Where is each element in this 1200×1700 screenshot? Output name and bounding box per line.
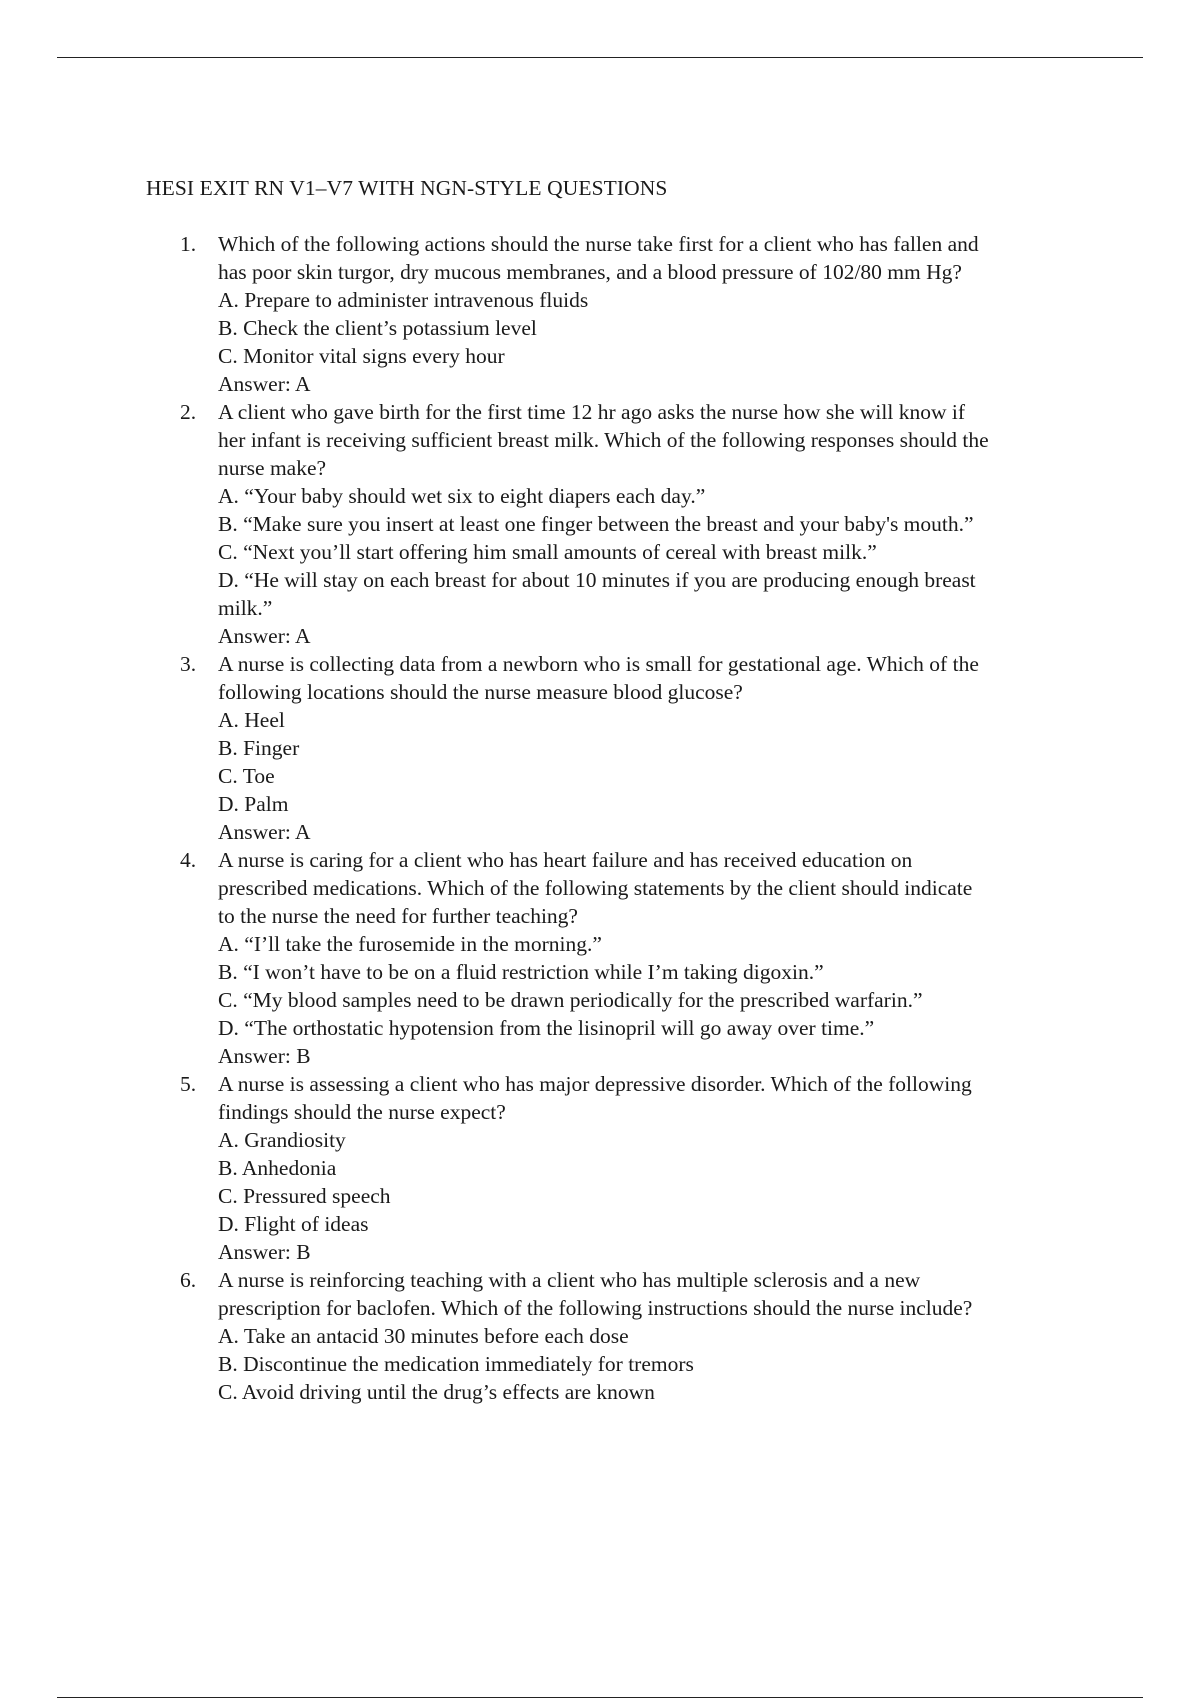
question-stem-line: to the nurse the need for further teaching? [218, 904, 578, 928]
answer-option: C. Pressured speech [218, 1184, 391, 1208]
answer-key: Answer: A [218, 372, 311, 396]
answer-option: C. Monitor vital signs every hour [218, 344, 505, 368]
answer-option: B. Discontinue the medication immediately for tremors [218, 1352, 694, 1376]
question-stem-line: Which of the following actions should the nurse take first for a client who has fallen and [218, 232, 979, 256]
answer-option: B. “Make sure you insert at least one finger between the breast and your baby's mouth.” [218, 512, 974, 536]
question-stem-line: A nurse is caring for a client who has heart failure and has received education on [218, 848, 913, 872]
answer-option: A. Take an antacid 30 minutes before each dose [218, 1324, 629, 1348]
answer-key: Answer: B [218, 1240, 311, 1264]
answer-key: Answer: B [218, 1044, 311, 1068]
answer-option: B. “I won’t have to be on a fluid restriction while I’m taking digoxin.” [218, 960, 824, 984]
answer-key: Answer: A [218, 624, 311, 648]
answer-option: D. “The orthostatic hypotension from the lisinopril will go away over time.” [218, 1016, 875, 1040]
question-stem-line: A nurse is assessing a client who has major depressive disorder. Which of the following [218, 1072, 972, 1096]
question-item [146, 230, 1096, 398]
answer-option: C. “My blood samples need to be drawn periodically for the prescribed warfarin.” [218, 988, 923, 1012]
question-stem-line: A client who gave birth for the first time 12 hr ago asks the nurse how she will know if [218, 400, 965, 424]
question-stem-line: nurse make? [218, 456, 327, 480]
answer-option: A. “Your baby should wet six to eight diapers each day.” [218, 484, 706, 508]
question-stem-line: following locations should the nurse measure blood glucose? [218, 680, 743, 704]
question-number: 5. [180, 1072, 197, 1096]
answer-option: C. “Next you’ll start offering him small amounts of cereal with breast milk.” [218, 540, 877, 564]
footer-rule [57, 1697, 1143, 1698]
question-stem-line: prescribed medications. Which of the following statements by the client should indicate [218, 876, 973, 900]
answer-option: milk.” [218, 596, 273, 620]
answer-option: C. Toe [218, 764, 275, 788]
document-title: HESI EXIT RN V1–V7 WITH NGN-STYLE QUESTIONS [146, 176, 668, 200]
question-list [146, 230, 1096, 1406]
answer-option: D. Flight of ideas [218, 1212, 369, 1236]
question-stem-line: prescription for baclofen. Which of the following instructions should the nurse include? [218, 1296, 973, 1320]
question-number: 6. [180, 1268, 197, 1292]
question-stem-line: has poor skin turgor, dry mucous membranes, and a blood pressure of 102/80 mm Hg? [218, 260, 962, 284]
answer-key: Answer: A [218, 820, 311, 844]
header-rule [57, 57, 1143, 58]
answer-option: D. Palm [218, 792, 289, 816]
answer-option: A. Grandiosity [218, 1128, 346, 1152]
question-number: 3. [180, 652, 197, 676]
question-stem-line: A nurse is collecting data from a newborn who is small for gestational age. Which of the [218, 652, 979, 676]
answer-option: A. Prepare to administer intravenous fluids [218, 288, 589, 312]
question-number: 1. [180, 232, 197, 256]
question-number: 4. [180, 848, 197, 872]
question-stem-line: her infant is receiving sufficient breast milk. Which of the following responses should the [218, 428, 989, 452]
question-item [146, 846, 1096, 1070]
question-stem-line: findings should the nurse expect? [218, 1100, 506, 1124]
question-item [146, 650, 1096, 846]
question-number: 2. [180, 400, 197, 424]
question-item [146, 398, 1096, 650]
question-stem-line: A nurse is reinforcing teaching with a client who has multiple sclerosis and a new [218, 1268, 921, 1292]
question-item [146, 1266, 1096, 1406]
answer-option: C. Avoid driving until the drug’s effects are known [218, 1380, 655, 1404]
answer-option: D. “He will stay on each breast for about 10 minutes if you are producing enough breast [218, 568, 976, 592]
answer-option: B. Anhedonia [218, 1156, 337, 1180]
question-item [146, 1070, 1096, 1266]
answer-option: A. Heel [218, 708, 285, 732]
answer-option: B. Check the client’s potassium level [218, 316, 537, 340]
answer-option: B. Finger [218, 736, 300, 760]
answer-option: A. “I’ll take the furosemide in the morning.” [218, 932, 602, 956]
